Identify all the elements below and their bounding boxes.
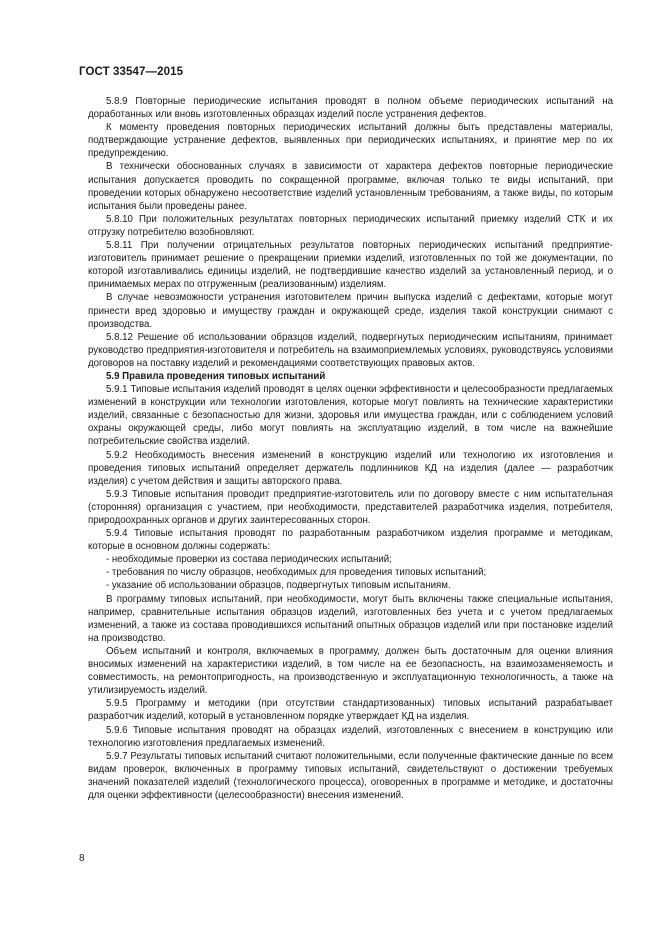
paragraph-5-8-10: 5.8.10 При положительных результатах повторных периодических испытаний приемку изделий СТК и их отгрузку потребителю возобновляют. bbox=[88, 213, 613, 238]
page-number: 8 bbox=[79, 853, 85, 864]
paragraph-5-9-5: 5.9.5 Программу и методики (при отсутствии стандартизованных) типовых испытаний разрабатывает разработчик изделий, который в установленном порядке утверждает КД на изделия. bbox=[88, 698, 613, 723]
paragraph: В технически обоснованных случаях в зависимости от характера дефектов повторные периодические испытания допускается проводить по сокращенной программе, включая только те виды испытаний, при проведении которых обнаружено несоответствие изделий установленным требованиям, а также виды, по которым испытания были проведены ранее. bbox=[88, 161, 613, 212]
document-body bbox=[88, 95, 613, 802]
paragraph-5-8-12: 5.8.12 Решение об использовании образцов изделий, подвергнутых периодическим испытаниям, принимает руководство предприятия-изготовителя и потребитель на взаимоприемлемых условиях, руководствуясь условиями договоров на поставку изделий и рекомендациями соответствующих правовых актов. bbox=[88, 331, 613, 369]
paragraph: К моменту проведения повторных периодических испытаний должны быть представлены материалы, подтверждающие устранение дефектов, выявленных при периодических испытаниях, и принятие мер по их предупреждению. bbox=[88, 122, 613, 160]
paragraph: В случае невозможности устранения изготовителем причин выпуска изделий с дефектами, которые могут принести вред здоровью и имуществу граждан и окружающей среде, изделия такой конструкции снимают с производства. bbox=[88, 292, 613, 330]
paragraph-5-9-6: 5.9.6 Типовые испытания проводят на образцах изделий, изготовленных с внесением в конструкцию или технологию изготовления предлагаемых изменений. bbox=[88, 724, 613, 749]
paragraph-5-8-11: 5.8.11 При получении отрицательных результатов повторных периодических испытаний предприятие-изготовитель принимает решение о прекращении приемки изделий, изготовленных по той же документации, по которой изготавливались единицы изделий, не подтвердившие качество изделий за установленный период, и о принимаемых мерах по отгруженным (реализованным) изделиям. bbox=[88, 240, 613, 291]
list-item: - требования по числу образцов, необходимых для проведения типовых испытаний; bbox=[106, 567, 487, 579]
paragraph-5-9-3: 5.9.3 Типовые испытания проводит предприятие-изготовитель или по договору вместе с ним испытательная (сторонняя) организация с участием, при необходимости, представителей разработчика изделия, потребителя, природоохранных органов и других заинтересованных сторон. bbox=[88, 488, 613, 526]
paragraph-5-9-4: 5.9.4 Типовые испытания проводят по разработанным разработчиком изделия программе и методикам, которые в основном должны содержать: bbox=[88, 528, 613, 553]
paragraph-5-9-2: 5.9.2 Необходимость внесения изменений в конструкцию изделий или технологию их изготовления и проведения типовых испытаний определяет держатель подлинников КД на изделия (далее — разработчик изделия) с учетом действия и защиты авторского права. bbox=[88, 449, 613, 487]
list-item: - необходимые проверки из состава периодических испытаний; bbox=[106, 554, 392, 566]
list-item: - указание об использовании образцов, подвергнутых типовым испытаниям. bbox=[106, 580, 451, 592]
paragraph: Объем испытаний и контроля, включаемых в программу, должен быть достаточным для оценки влияния вносимых изменений на характеристики изделий, в том числе на ее безопасность, на взаимозаменяемость и совместимость, на ремонтопригодность, на производственную и эксплуатационную технологичность, а также на утилизируемость изделий. bbox=[88, 645, 613, 697]
paragraph-5-9-1: 5.9.1 Типовые испытания изделий проводят в целях оценки эффективности и целесообразности предлагаемых изменений в конструкции или технологии изготовления, которые могут повлиять на технические характеристики изделий, связанные с безопасностью для жизни, здоровья или имущества граждан, или с соблюдением условий охраны окружающей среды, либо могут повлиять на эксплуатацию изделий, в том числе на важнейшие потребительские свойства изделий. bbox=[88, 384, 613, 448]
document-header: ГОСТ 33547—2015 bbox=[79, 66, 184, 78]
paragraph-5-9-7: 5.9.7 Результаты типовых испытаний считают положительными, если полученные фактические данные по всем видам проверок, включенных в программу типовых испытаний, свидетельствуют о достижении требуемых значений показателей изделий (технологического процесса), оговоренных в программе и методике, и достаточны для оценки эффективности (целесообразности) внесения изменений. bbox=[88, 750, 613, 801]
section-heading-5-9: 5.9 Правила проведения типовых испытаний bbox=[106, 370, 326, 382]
paragraph: В программу типовых испытаний, при необходимости, могут быть включены также специальные испытания, например, сравнительные испытания образцов изделий, изготовленных без учета и с учетом предлагаемых изменений, а также из состава проводившихся испытаний опытных образцов изделий или при постановке изделий на производство. bbox=[88, 593, 613, 644]
paragraph-5-8-9: 5.8.9 Повторные периодические испытания проводят в полном объеме периодических испытаний на доработанных или вновь изготовленных образцах изделий после устранения дефектов. bbox=[88, 96, 613, 121]
